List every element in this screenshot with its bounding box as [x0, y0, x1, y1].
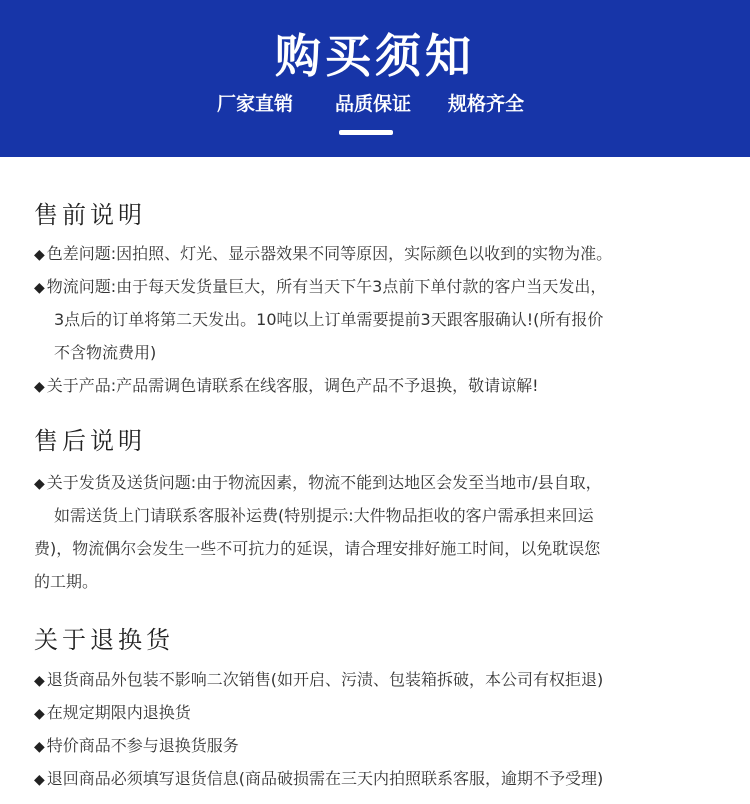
- aftersale-heading: 售后说明: [34, 427, 146, 455]
- list-item: ◆ 色差问题:因拍照、灯光、显示器效果不同等原因，实际颜色以收到的实物为准。: [34, 243, 612, 266]
- diamond-icon: ◆: [34, 739, 45, 755]
- list-item-continuation: 的工期。: [34, 572, 99, 591]
- diamond-icon: ◆: [34, 706, 45, 722]
- header-banner: [0, 0, 750, 157]
- diamond-icon: ◆: [34, 673, 45, 689]
- list-item-continuation: 不含物流费用): [54, 343, 157, 362]
- list-item: ◆ 在规定期限内退换货: [34, 702, 191, 725]
- diamond-icon: ◆: [34, 247, 45, 263]
- diamond-icon: ◆: [34, 772, 45, 788]
- page-title: 购买须知: [275, 29, 475, 83]
- title-underline-bar: [339, 130, 393, 135]
- diamond-icon: ◆: [34, 476, 45, 492]
- list-item: ◆ 关于产品:产品需调色请联系在线客服，调色产品不予退换，敬请谅解!: [34, 375, 539, 398]
- returns-heading: 关于退换货: [34, 626, 174, 654]
- list-item: ◆ 退回商品必须填写退货信息(商品破损需在三天内拍照联系客服，逾期不予受理): [34, 768, 603, 791]
- list-item: ◆ 特价商品不参与退换货服务: [34, 735, 239, 758]
- list-item-continuation: 3点后的订单将第二天发出。10吨以上订单需要提前3天跟客服确认!(所有报价: [54, 310, 604, 329]
- diamond-icon: ◆: [34, 379, 45, 395]
- list-item: ◆ 退货商品外包装不影响二次销售(如开启、污渍、包装箱拆破，本公司有权拒退): [34, 669, 603, 692]
- list-item: ◆ 物流问题:由于每天发货量巨大，所有当天下午3点前下单付款的客户当天发出，: [34, 276, 606, 299]
- diamond-icon: ◆: [34, 280, 45, 296]
- presale-heading: 售前说明: [34, 201, 146, 229]
- tagline-full-specs: 规格齐全: [448, 93, 525, 115]
- list-item: ◆ 关于发货及送货问题:由于物流因素，物流不能到达地区会发至当地市/县自取，: [34, 472, 602, 495]
- tagline-factory-direct: 厂家直销: [217, 93, 294, 115]
- list-item-continuation: 费)，物流偶尔会发生一些不可抗力的延误，请合理安排好施工时间，以免耽误您: [34, 539, 601, 558]
- tagline-quality-assured: 品质保证: [335, 93, 412, 115]
- list-item-continuation: 如需送货上门请联系客服补运费(特别提示:大件物品拒收的客户需承担来回运: [54, 506, 594, 525]
